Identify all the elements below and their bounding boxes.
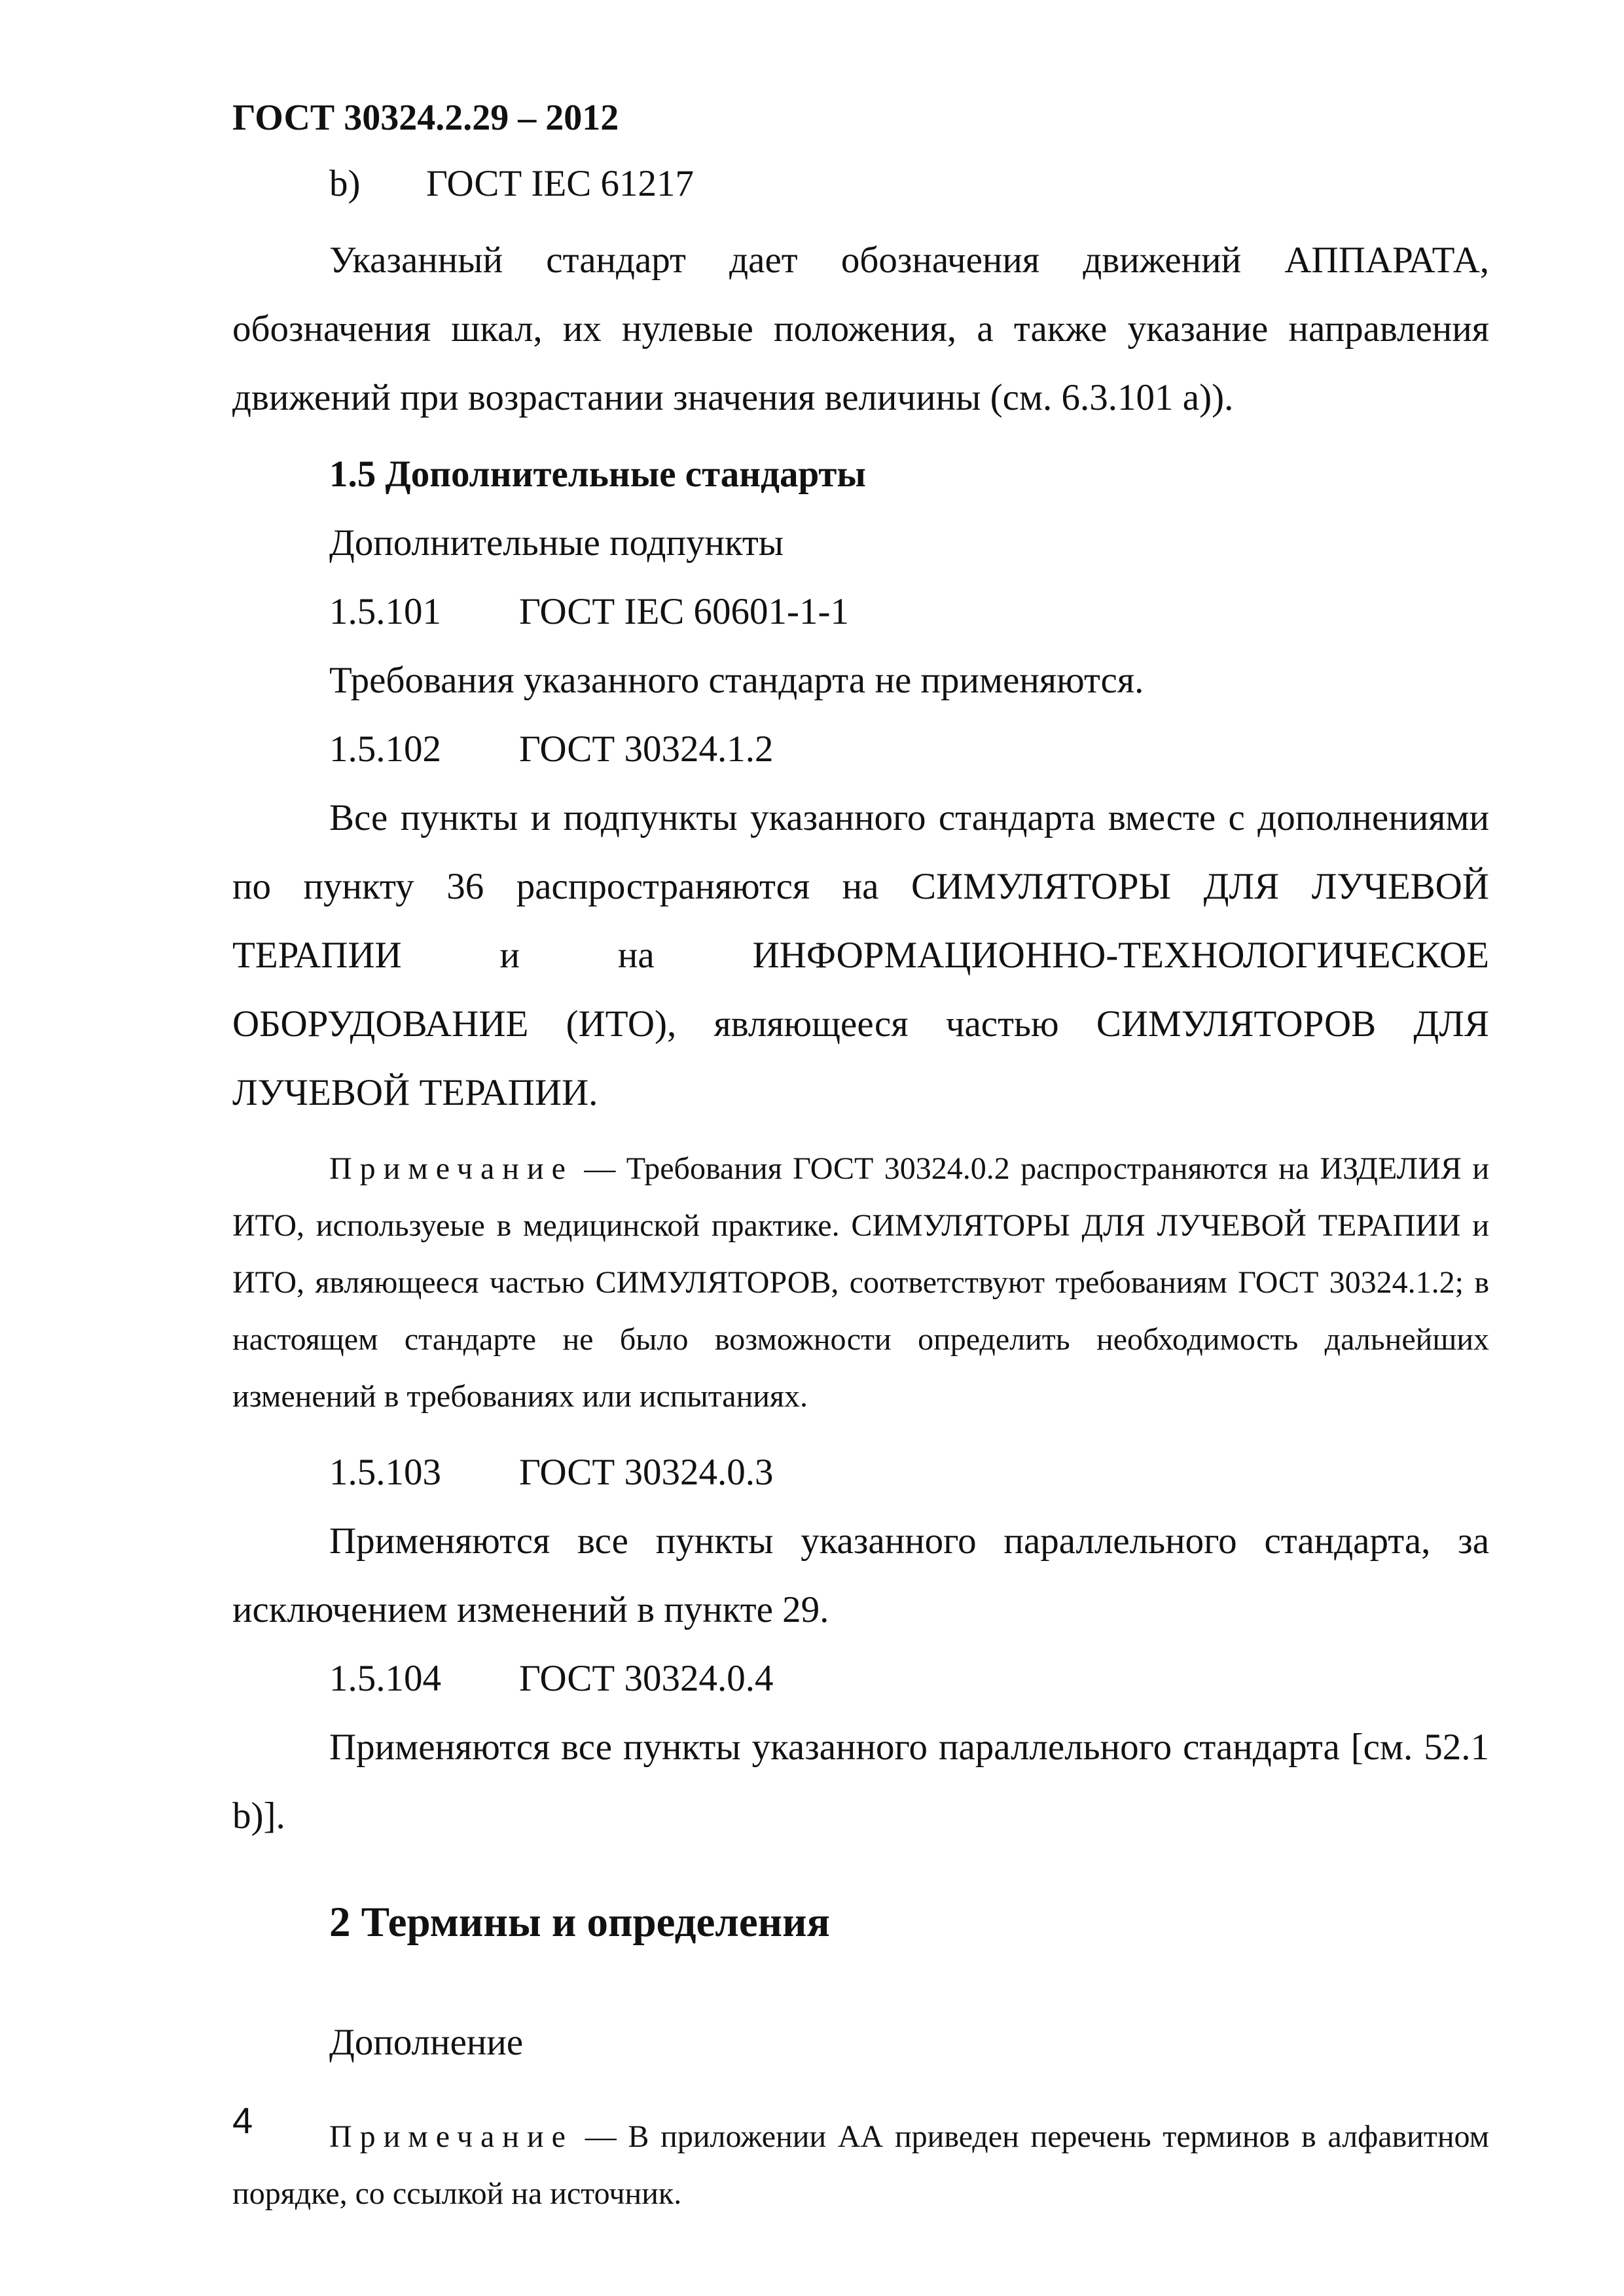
section-2-heading: 2 Термины и определения: [329, 1899, 830, 1946]
subclause-1-5-103: [232, 1438, 1489, 1507]
subclause-1-5-101-text: Требования указанного стандарта не применяются.: [329, 660, 1144, 701]
page-content: [232, 149, 1489, 2222]
section-1-5-heading: 1.5 Дополнительные стандарты: [329, 454, 866, 495]
subclause-1-5-104: [232, 1644, 1489, 1713]
note-label: Примечание: [329, 1151, 573, 1186]
subclause-number: 1.5.102: [329, 728, 441, 770]
subclause-number: 1.5.104: [329, 1658, 441, 1699]
subclause-number: 1.5.103: [329, 1452, 441, 1493]
section-2-supplement: Дополнение: [329, 2022, 524, 2063]
note-section-2: [232, 2108, 1489, 2222]
note-label: Примечание: [329, 2119, 573, 2154]
note-text: — В приложении АА приведен перечень терминов в алфавитном порядке, со ссылкой на источник.: [232, 2119, 1489, 2211]
section-1-5-intro: Дополнительные подпункты: [329, 522, 784, 564]
subclause-1-5-102: [232, 715, 1489, 783]
note-1-5-102: [232, 1140, 1489, 1425]
item-b-label: b): [329, 163, 361, 204]
note-text: — Требования ГОСТ 30324.0.2 распространяются на ИЗДЕЛИЯ и ИТО, используеые в медицинской практике. СИМУЛЯТОРЫ ДЛЯ ЛУЧЕВОЙ ТЕРАПИИ и ИТО, являющееся частью СИМУЛЯТОРОВ, соответствуют требованиям ГОСТ 30324.1.2; в настоящем стандарте не было возможности определить необходимость дальнейших изменений в требованиях или испытаниях.: [232, 1151, 1489, 1414]
page-number: 4: [232, 2100, 253, 2141]
subclause-ref: ГОСТ 30324.0.3: [519, 1452, 774, 1493]
standard-header: ГОСТ 30324.2.29 – 2012: [232, 98, 619, 138]
subclause-1-5-102-text: Все пункты и подпункты указанного стандарта вместе с дополнениями по пункту 36 распространяются на СИМУЛЯТОРЫ ДЛЯ ЛУЧЕВОЙ ТЕРАПИИ и на ИНФОРМАЦИОННО-ТЕХНОЛОГИЧЕСКОЕ ОБОРУДОВАНИЕ (ИТО), являющееся частью СИМУЛЯТОРОВ ДЛЯ ЛУЧЕВОЙ ТЕРАПИИ.: [232, 797, 1489, 1113]
item-b-ref: ГОСТ IEC 61217: [426, 163, 695, 204]
subclause-ref: ГОСТ 30324.0.4: [519, 1658, 774, 1699]
subclause-1-5-103-text: Применяются все пункты указанного параллельного стандарта, за исключением изменений в пункте 29.: [232, 1520, 1489, 1630]
item-b-line: [232, 149, 1489, 218]
subclause-1-5-101: [232, 577, 1489, 646]
subclause-1-5-104-text: Применяются все пункты указанного параллельного стандарта [см. 52.1 b)].: [232, 1727, 1489, 1837]
subclause-number: 1.5.101: [329, 591, 441, 632]
subclause-ref: ГОСТ 30324.1.2: [519, 728, 774, 770]
subclause-ref: ГОСТ IEC 60601-1-1: [519, 591, 850, 632]
item-b-paragraph: Указанный стандарт дает обозначения движений АППАРАТА, обозначения шкал, их нулевые положения, а также указание направления движений при возрастании значения величины (см. 6.3.101 а)).: [232, 240, 1489, 418]
